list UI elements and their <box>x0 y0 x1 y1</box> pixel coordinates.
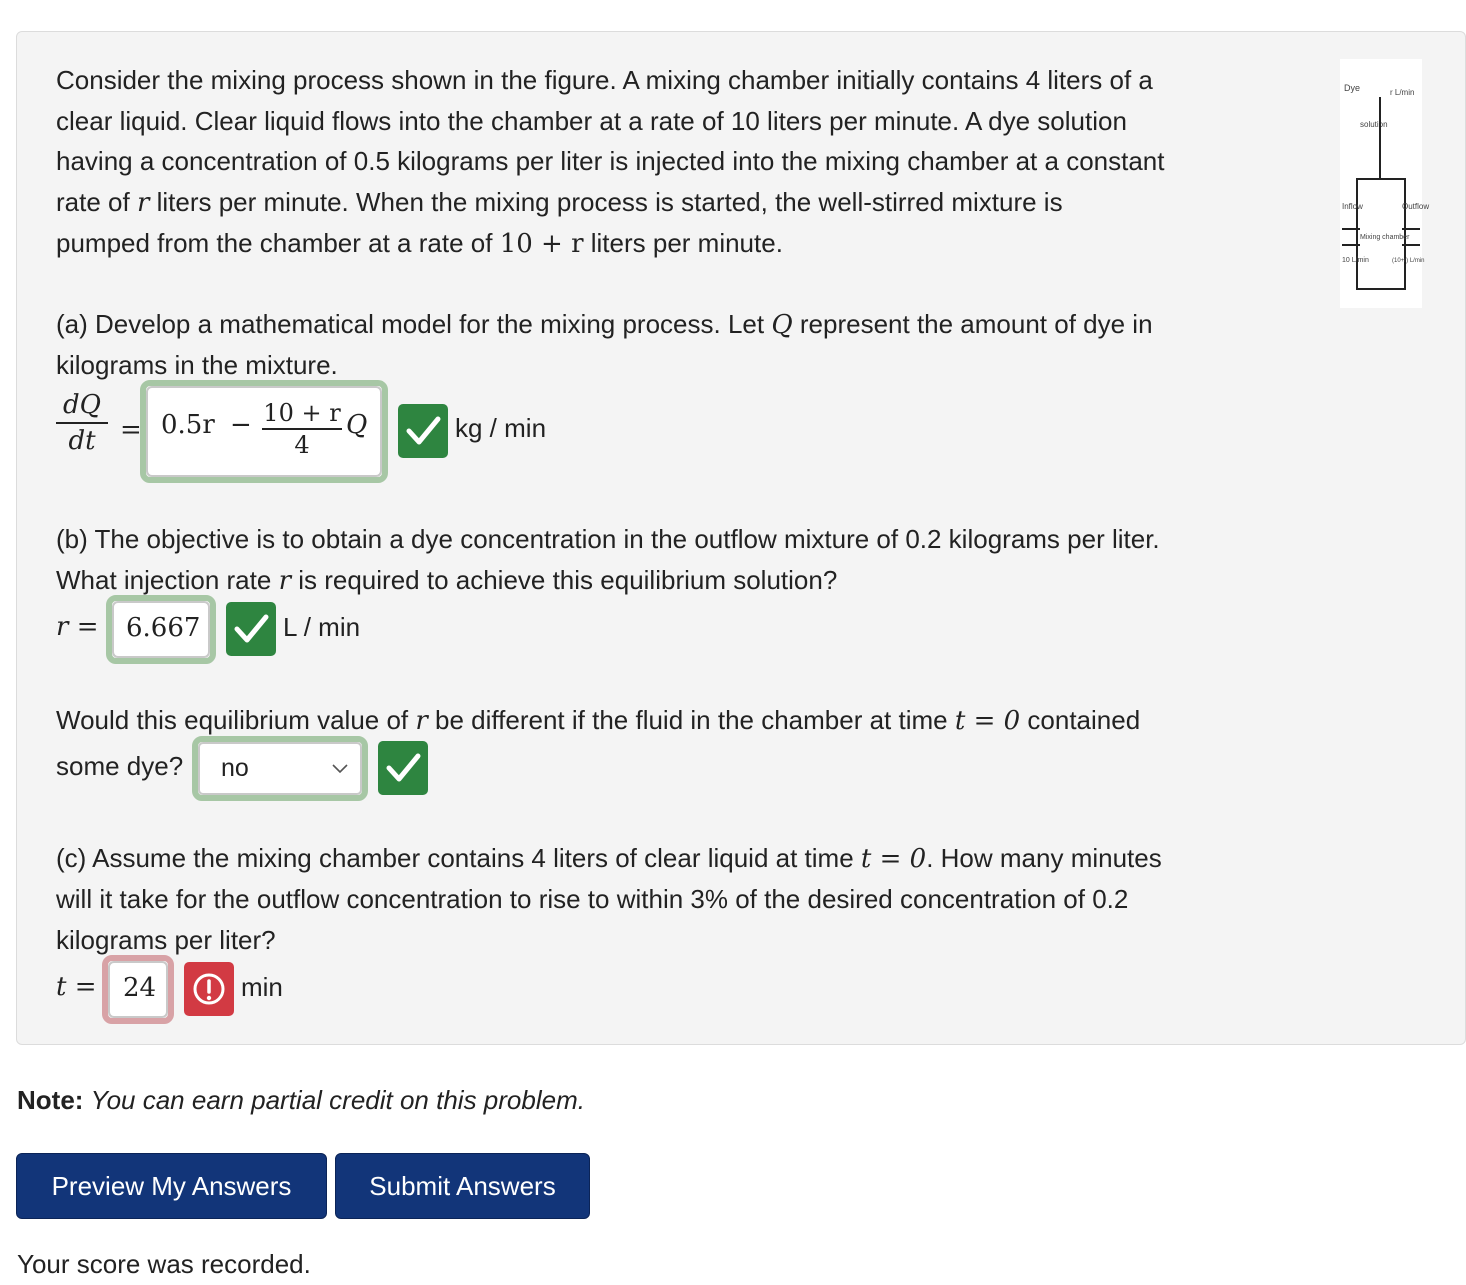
correct-badge-b[interactable] <box>226 602 276 656</box>
svg-text:Inflow: Inflow <box>1342 202 1363 211</box>
part-b-line-2: What injection rate r is required to achieve this equilibrium solution? <box>56 565 838 596</box>
part-c-line-2: will it take for the outflow concentration to rise to within 3% of the desired concentration of 0.2 <box>56 884 1129 914</box>
check-icon <box>405 416 441 446</box>
incorrect-badge-c[interactable] <box>184 962 234 1016</box>
lhs-denominator: dt <box>68 426 96 456</box>
svg-text:solution: solution <box>1360 120 1388 129</box>
check-icon <box>233 614 269 644</box>
correct-badge-a[interactable] <box>398 404 448 458</box>
svg-text:Mixing chamber: Mixing chamber <box>1360 234 1410 241</box>
alert-icon <box>192 972 226 1006</box>
intro-line-1: Consider the mixing process shown in the figure. A mixing chamber initially contains 4 liters of a <box>56 65 1153 95</box>
part-a-line-1: (a) Develop a mathematical model for the mixing process. Let Q represent the amount of dye in <box>56 309 1153 340</box>
partial-credit-note <box>17 1080 585 1121</box>
note-label: Note: <box>17 1085 84 1115</box>
submit-answers-button[interactable]: Submit Answers <box>335 1153 590 1219</box>
unit-b: L / min <box>283 612 361 642</box>
dye-select[interactable] <box>198 742 362 795</box>
svg-text:r L/min: r L/min <box>1390 88 1415 97</box>
answer-a-frac-den: 4 <box>294 431 310 459</box>
intro-line-2: clear liquid. Clear liquid flows into the chamber at a rate of 10 liters per minute. A dye solution <box>56 106 1127 136</box>
t-label: t = <box>56 972 97 1002</box>
intro-line-5: pumped from the chamber at a rate of 10 + r liters per minute. <box>56 228 783 259</box>
part-b-question-line-1: Would this equilibrium value of r be different if the fluid in the chamber at time t = 0 contained <box>56 705 1141 736</box>
part-b-line-1: (b) The objective is to obtain a dye concentration in the outflow mixture of 0.2 kilograms per liter. <box>56 524 1160 554</box>
r-label: r = <box>56 612 99 642</box>
answer-b-value: 6.667 <box>126 613 201 643</box>
mixing-diagram <box>1340 59 1430 308</box>
answer-a-field[interactable] <box>146 386 382 477</box>
correct-badge-select[interactable] <box>378 741 428 795</box>
answer-c-field[interactable] <box>108 961 168 1018</box>
intro-line-3: having a concentration of 0.5 kilograms per liter is injected into the mixing chamber at a constant <box>56 146 1165 176</box>
intro-line-4: rate of r liters per minute. When the mixing process is started, the well-stirred mixture is <box>56 187 1063 218</box>
answer-a-fraction <box>262 398 342 460</box>
svg-text:(10+r) L/min: (10+r) L/min <box>1392 258 1425 264</box>
note-text: You can earn partial credit on this problem. <box>90 1085 585 1115</box>
answer-b-field[interactable] <box>112 601 210 658</box>
svg-text:10 L/min: 10 L/min <box>1342 257 1369 264</box>
svg-text:Outflow: Outflow <box>1402 202 1430 211</box>
part-c-line-1: (c) Assume the mixing chamber contains 4 liters of clear liquid at time t = 0. How many minutes <box>56 843 1162 874</box>
lhs-fraction <box>56 388 108 458</box>
answer-a-Q: Q <box>346 410 368 440</box>
answer-a-term1: 0.5r <box>161 410 215 440</box>
preview-answers-button[interactable]: Preview My Answers <box>16 1153 327 1219</box>
unit-c: min <box>241 972 283 1002</box>
check-icon <box>385 753 421 783</box>
answer-c-value: 24 <box>123 973 157 1003</box>
part-c-line-3: kilograms per liter? <box>56 925 276 955</box>
select-value: no <box>221 754 249 782</box>
lhs-numerator: dQ <box>63 390 101 420</box>
answer-a-minus: − <box>230 410 252 440</box>
equals-sign: = <box>120 415 142 445</box>
part-b-question-line-2: some dye? <box>56 751 184 781</box>
svg-text:Dye: Dye <box>1344 83 1361 93</box>
chevron-down-icon <box>332 764 348 774</box>
part-a-line-2: kilograms in the mixture. <box>56 350 338 380</box>
unit-a: kg / min <box>455 413 547 443</box>
answer-a-frac-num: 10 + r <box>263 399 341 427</box>
score-message: Your score was recorded. <box>17 1249 311 1279</box>
mixing-chamber-figure[interactable] <box>1340 59 1430 308</box>
